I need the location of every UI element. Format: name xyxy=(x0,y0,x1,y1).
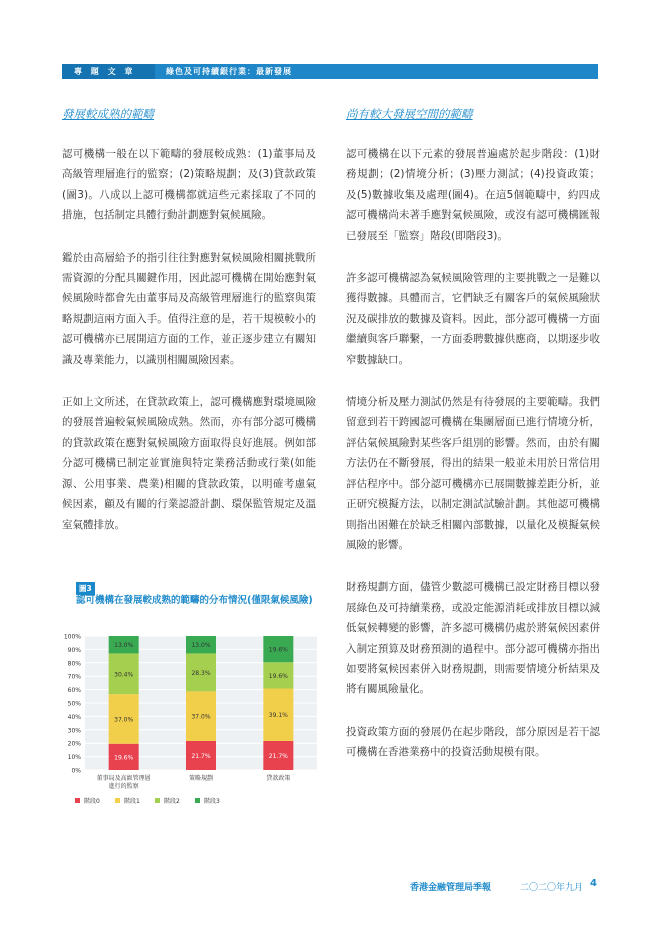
left-column xyxy=(62,144,316,535)
x-tick-label: 貸款政策 xyxy=(266,775,291,782)
legend-swatch xyxy=(195,798,200,803)
y-tick-label: 50% xyxy=(67,700,81,708)
data-label: 19.6% xyxy=(114,754,134,762)
y-tick-label: 30% xyxy=(67,727,81,735)
legend-label: 階段0 xyxy=(84,798,100,805)
data-label: 19.6% xyxy=(268,646,288,654)
right-paragraph-2: 許多認可機構認為氣候風險管理的主要挑戰之一是難以獲得數據。具體而言，它們缺乏有關客戶的氣候風險狀況及碳排放的數據及資料。因此，部分認可機構一方面繼續與客戶聯繫，一方面委聘數據供應商，以期逐步收窄數據缺口。 xyxy=(346,272,600,366)
y-tick-label: 80% xyxy=(67,660,81,668)
right-paragraph-4: 財務規劃方面，儘管少數認可機構已設定財務目標以發展綠色及可持續業務，或設定能源消耗或排放目標以減低氣候轉變的影響，許多認可機構仍處於將氣候因素併入制定預算及財務預測的過程中。部分認可機構亦指出如要將氣候因素併入財務規劃，則需要情境分析結果及將有關風險量化。 xyxy=(346,581,600,696)
header-title: 綠色及可持續銀行業：最新發展 xyxy=(166,67,292,76)
y-tick-label: 70% xyxy=(67,673,81,681)
footer-date: 二〇二〇年九月 xyxy=(520,883,584,893)
y-tick-label: 90% xyxy=(67,646,81,654)
page-number: 4 xyxy=(590,878,597,889)
figure-label: 圖3 xyxy=(76,582,95,595)
right-paragraph-5: 投資政策方面的發展仍在起步階段，部分原因是若干認可機構在香港業務中的投資活動規模有限。 xyxy=(346,725,600,759)
legend-swatch xyxy=(75,798,80,803)
data-label: 39.1% xyxy=(268,712,288,720)
figure-title: 認可機構在發展較成熟的範疇的分布情況(僅限氣候風險) xyxy=(76,595,313,606)
y-tick-label: 40% xyxy=(67,713,81,721)
data-label: 30.4% xyxy=(114,671,134,679)
x-tick-label: 進行的監察 xyxy=(108,783,139,790)
data-label: 37.0% xyxy=(191,713,211,721)
legend-swatch xyxy=(115,798,120,803)
data-label: 21.7% xyxy=(268,752,288,760)
legend-label: 階段1 xyxy=(124,798,140,805)
data-label: 28.3% xyxy=(191,669,211,677)
right-heading: 尚有較大發展空間的範疇 xyxy=(346,107,473,121)
right-paragraph-3: 情境分析及壓力測試仍然是有待發展的主要範疇。我們留意到若干跨國認可機構在集團層面已進行情境分析，評估氣候風險對某些客戶組別的影響。然而，由於有關方法仍在不斷發展，得出的結果一般並未用於日常信用評估程序中。部分認可機構亦已展開數據差距分析，並正研究模擬方法，以制定測試試驗計劃。其他認可機構則指出困難在於缺乏相關內部數據，以量化及模擬氣候風險的影響。 xyxy=(346,396,600,551)
data-label: 21.7% xyxy=(191,752,211,760)
left-paragraph-1: 認可機構一般在以下範疇的發展較成熟：(1)董事局及高級管理層進行的監察；(2)策略規劃；及(3)貸款政策(圖3)。八成以上認可機構都就這些元素採取了不同的措施，包括制定具體行動計劃應對氣候風險。 xyxy=(62,148,316,222)
legend-label: 階段3 xyxy=(204,798,220,805)
header-tag: 專 題 文 章 xyxy=(74,67,136,76)
legend-swatch xyxy=(155,798,160,803)
y-tick-label: 10% xyxy=(67,754,81,762)
y-tick-label: 20% xyxy=(67,740,81,748)
legend-label: 階段2 xyxy=(164,798,180,805)
left-paragraph-2: 鑑於由高層給予的指引往往對應對氣候風險相關挑戰所需資源的分配具關鍵作用，因此認可機構在開始應對氣候風險時都會先由董事局及高級管理層進行的監察與策略規劃這兩方面入手。值得注意的是，若干規模較小的認可機構亦已展開這方面的工作，並正逐步建立有關知識及專業能力，以識別相關風險因素。 xyxy=(62,251,316,366)
data-label: 13.0% xyxy=(114,642,134,650)
left-heading: 發展較成熟的範疇 xyxy=(62,107,154,121)
right-column xyxy=(346,144,600,763)
y-tick-label: 100% xyxy=(63,633,81,641)
data-label: 37.0% xyxy=(114,716,134,724)
y-tick-label: 0% xyxy=(71,767,81,775)
x-tick-label: 策略規劃 xyxy=(188,775,214,782)
data-label: 19.6% xyxy=(268,672,288,680)
y-tick-label: 60% xyxy=(67,687,81,695)
x-tick-label: 董事局及高級管理層 xyxy=(96,775,151,782)
header-bar xyxy=(62,64,598,79)
left-paragraph-3: 正如上文所述，在貸款政策上，認可機構應對環境風險的發展普遍較氣候風險成熟。然而，亦有部分認可機構的貸款政策在應對氣候風險方面取得良好進展。例如部分認可機構已制定並實施與特定業務活動或行業(如能源、公用事業、農業)相關的貸款政策，以明確考慮氣候因素，顧及有關的行業認證計劃、環保監管規定及溫室氣體排放。 xyxy=(62,396,316,531)
footer-publication: 香港金融管理局季報 xyxy=(410,883,492,893)
stacked-bar-chart xyxy=(55,622,325,812)
data-label: 13.0% xyxy=(191,642,211,650)
right-paragraph-1: 認可機構在以下元素的發展普遍處於起步階段：(1)財務規劃；(2)情境分析；(3)壓力測試；(4)投資政策；及(5)數據收集及處理(圖4)。在這5個範疇中，約四成認可機構尚未著手應對氣候風險，或沒有認可機構匯報已發展至「監察」階段(即階段3)。 xyxy=(346,148,600,242)
